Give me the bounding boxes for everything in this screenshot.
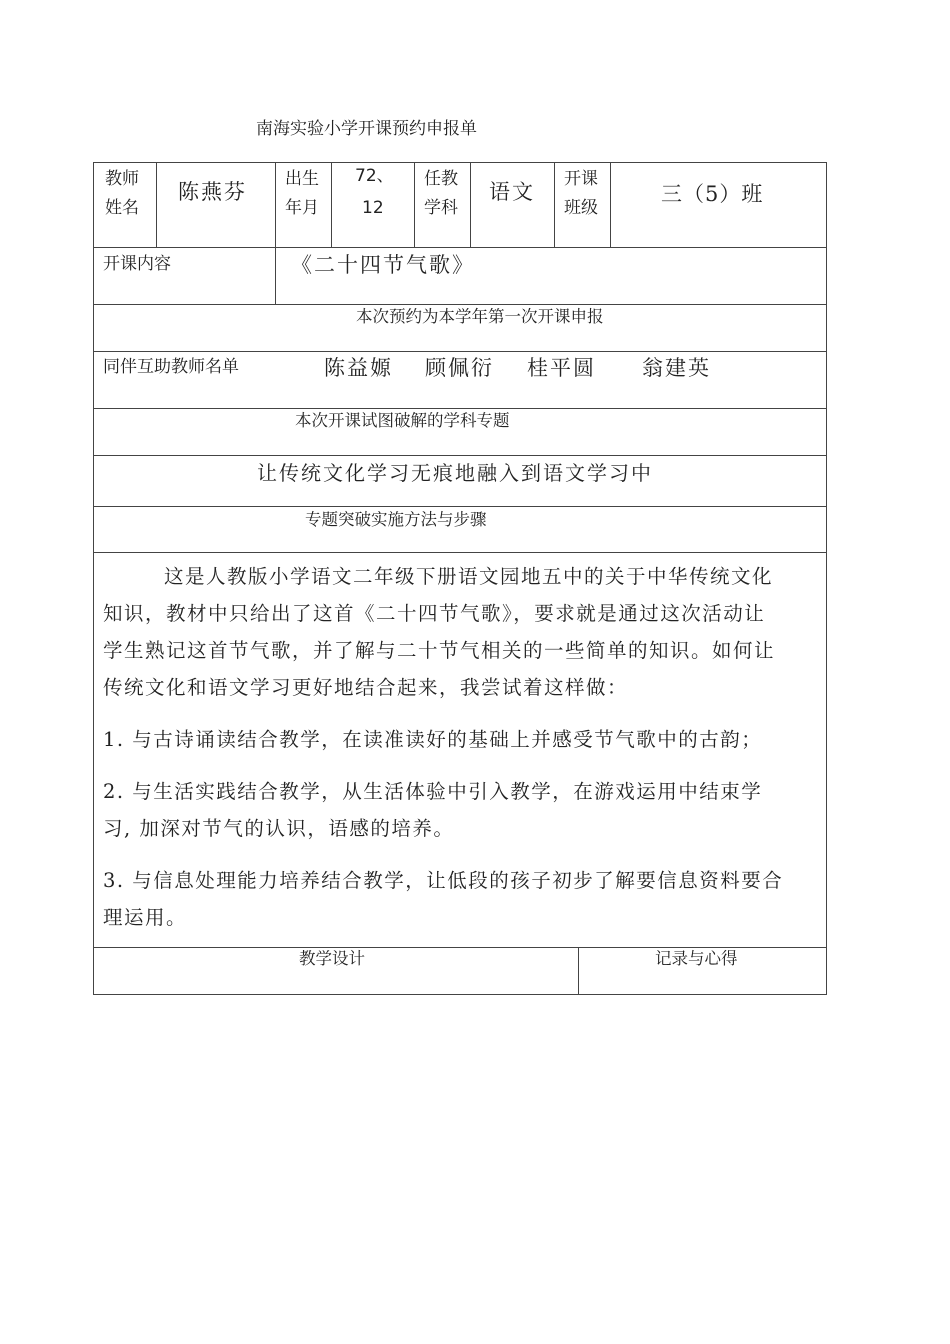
peer-name: 顾佩衍 xyxy=(425,356,494,380)
row-divider xyxy=(93,552,827,553)
class-value: 三（5）班 xyxy=(661,182,764,206)
col-divider xyxy=(156,162,157,247)
col-divider xyxy=(578,947,579,994)
peer-label: 同伴互助教师名单 xyxy=(103,357,239,377)
table-border-bottom xyxy=(93,994,827,995)
teacher-name-value: 陈燕芬 xyxy=(178,180,247,204)
birth-value-line1: 72、 xyxy=(355,166,394,186)
birth-value-line2: 12 xyxy=(362,198,384,218)
subject-label-line2: 学科 xyxy=(424,198,458,218)
row-divider xyxy=(93,247,827,248)
row-divider xyxy=(93,455,827,456)
method-step-2-line: 2. 与生活实践结合教学，从生活体验中引入教学，在游戏运用中结束学 xyxy=(103,780,763,803)
booking-note: 本次预约为本学年第一次开课申报 xyxy=(356,307,604,326)
birth-label-line1: 出生 xyxy=(285,169,319,189)
page-title: 南海实验小学开课预约申报单 xyxy=(256,119,477,139)
subject-label-line1: 任教 xyxy=(424,169,458,189)
method-step-1: 1. 与古诗诵读结合教学，在读准读好的基础上并感受节气歌中的古韵； xyxy=(103,728,763,751)
content-label: 开课内容 xyxy=(103,254,171,274)
class-label-line1: 开课 xyxy=(564,169,598,189)
topic-value: 让传统文化学习无痕地融入到语文学习中 xyxy=(257,461,653,485)
col-divider xyxy=(331,162,332,247)
subject-value: 语文 xyxy=(489,180,535,204)
method-intro-line: 学生熟记这首节气歌，并了解与二十节气相关的一些简单的知识。如何让 xyxy=(103,639,776,662)
topic-label: 本次开课试图破解的学科专题 xyxy=(295,411,510,430)
method-step-3-line: 理运用。 xyxy=(103,906,188,929)
birth-label-line2: 年月 xyxy=(285,198,319,218)
method-intro-line: 知识，教材中只给出了这首《二十四节气歌》，要求就是通过这次活动让 xyxy=(103,602,766,625)
peer-name: 翁建英 xyxy=(642,356,711,380)
method-intro-line: 这是人教版小学语文二年级下册语文园地五中的关于中华传统文化 xyxy=(164,565,774,588)
teaching-design-label: 教学设计 xyxy=(299,949,365,968)
method-step-3-line: 3. 与信息处理能力培养结合教学，让低段的孩子初步了解要信息资料要合 xyxy=(103,869,784,892)
table-border-top xyxy=(93,162,827,163)
table-border-left xyxy=(93,162,94,995)
col-divider xyxy=(275,162,276,304)
col-divider xyxy=(610,162,611,247)
method-step-2-line: 习, 加深对节气的认识，语感的培养。 xyxy=(103,817,455,840)
method-intro-line: 传统文化和语文学习更好地结合起来，我尝试着这样做： xyxy=(103,676,629,699)
teacher-name-label-line1: 教师 xyxy=(105,169,139,189)
col-divider xyxy=(554,162,555,247)
teacher-name-label-line2: 姓名 xyxy=(105,198,139,218)
col-divider xyxy=(470,162,471,247)
class-label-line2: 班级 xyxy=(564,198,598,218)
method-label: 专题突破实施方法与步骤 xyxy=(305,510,487,529)
col-divider xyxy=(414,162,415,247)
peer-name: 桂平圆 xyxy=(527,356,596,380)
notes-label: 记录与心得 xyxy=(655,949,738,968)
content-value: 《二十四节气歌》 xyxy=(291,253,475,277)
peer-name: 陈益嫄 xyxy=(324,356,393,380)
